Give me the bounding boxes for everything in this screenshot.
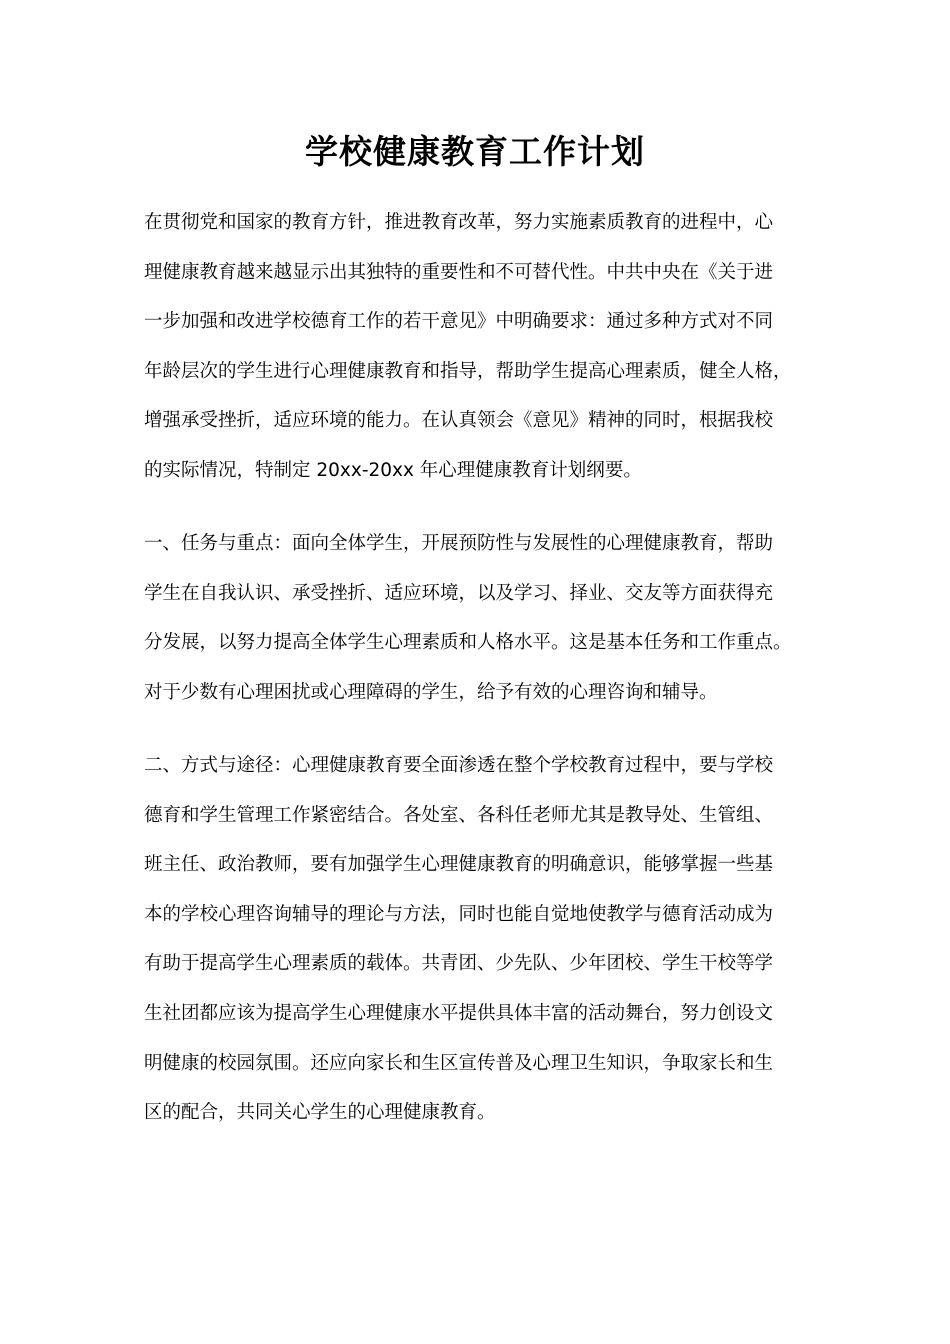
paragraph-line: 理健康教育越来越显示出其独特的重要性和不可替代性。中共中央在《关于进 (144, 261, 774, 283)
paragraph-line: 有助于提高学生心理素质的载体。共青团、少先队、少年团校、学生干校等学 (144, 953, 774, 975)
paragraph-line: 一、任务与重点：面向全体学生，开展预防性与发展性的心理健康教育，帮助 (144, 533, 774, 554)
paragraph-line: 明健康的校园氛围。还应向家长和生区宣传普及心理卫生知识，争取家长和生 (144, 1052, 774, 1074)
paragraph-line: 年龄层次的学生进行心理健康教育和指导，帮助学生提高心理素质，健全人格， (144, 360, 792, 382)
paragraph-line: 区的配合，共同关心学生的心理健康教育。 (144, 1102, 496, 1124)
paragraph-line: 一步加强和改进学校德育工作的若干意见》中明确要求：通过多种方式对不同 (144, 311, 774, 333)
paragraph-line: 的实际情况，特制定 20xx-20xx 年心理健康教育计划纲要。 (144, 459, 642, 481)
paragraph-line: 学生在自我认识、承受挫折、适应环境，以及学习、择业、交友等方面获得充 (144, 582, 774, 604)
paragraph-line: 二、方式与途径：心理健康教育要全面渗透在整个学校教育过程中，要与学校 (144, 755, 774, 776)
paragraph-line: 增强承受挫折，适应环境的能力。在认真领会《意见》精神的同时，根据我校 (144, 410, 774, 432)
paragraph-line: 班主任、政治教师，要有加强学生心理健康教育的明确意识，能够掌握一些基 (144, 854, 774, 876)
paragraph-methods (144, 741, 844, 1138)
paragraph-line: 在贯彻党和国家的教育方针，推进教育改革，努力实施素质教育的进程中，心 (144, 212, 774, 233)
paragraph-intro (144, 198, 844, 496)
paragraph-line: 生社团都应该为提高学生心理健康水平提供具体丰富的活动舞台，努力创设文 (144, 1002, 774, 1024)
paragraph-line: 对于少数有心理困扰或心理障碍的学生，给予有效的心理咨询和辅导。 (144, 681, 718, 703)
paragraph-line: 德育和学生管理工作紧密结合。各处室、各科任老师尤其是教导处、生管组、 (144, 804, 774, 826)
document-title: 学校健康教育工作计划 (305, 132, 645, 171)
paragraph-line: 分发展，以努力提高全体学生心理素质和人格水平。这是基本任务和工作重点。 (144, 632, 792, 654)
paragraph-line: 本的学校心理咨询辅导的理论与方法，同时也能自觉地使教学与德育活动成为 (144, 903, 774, 925)
paragraph-tasks (144, 519, 844, 717)
